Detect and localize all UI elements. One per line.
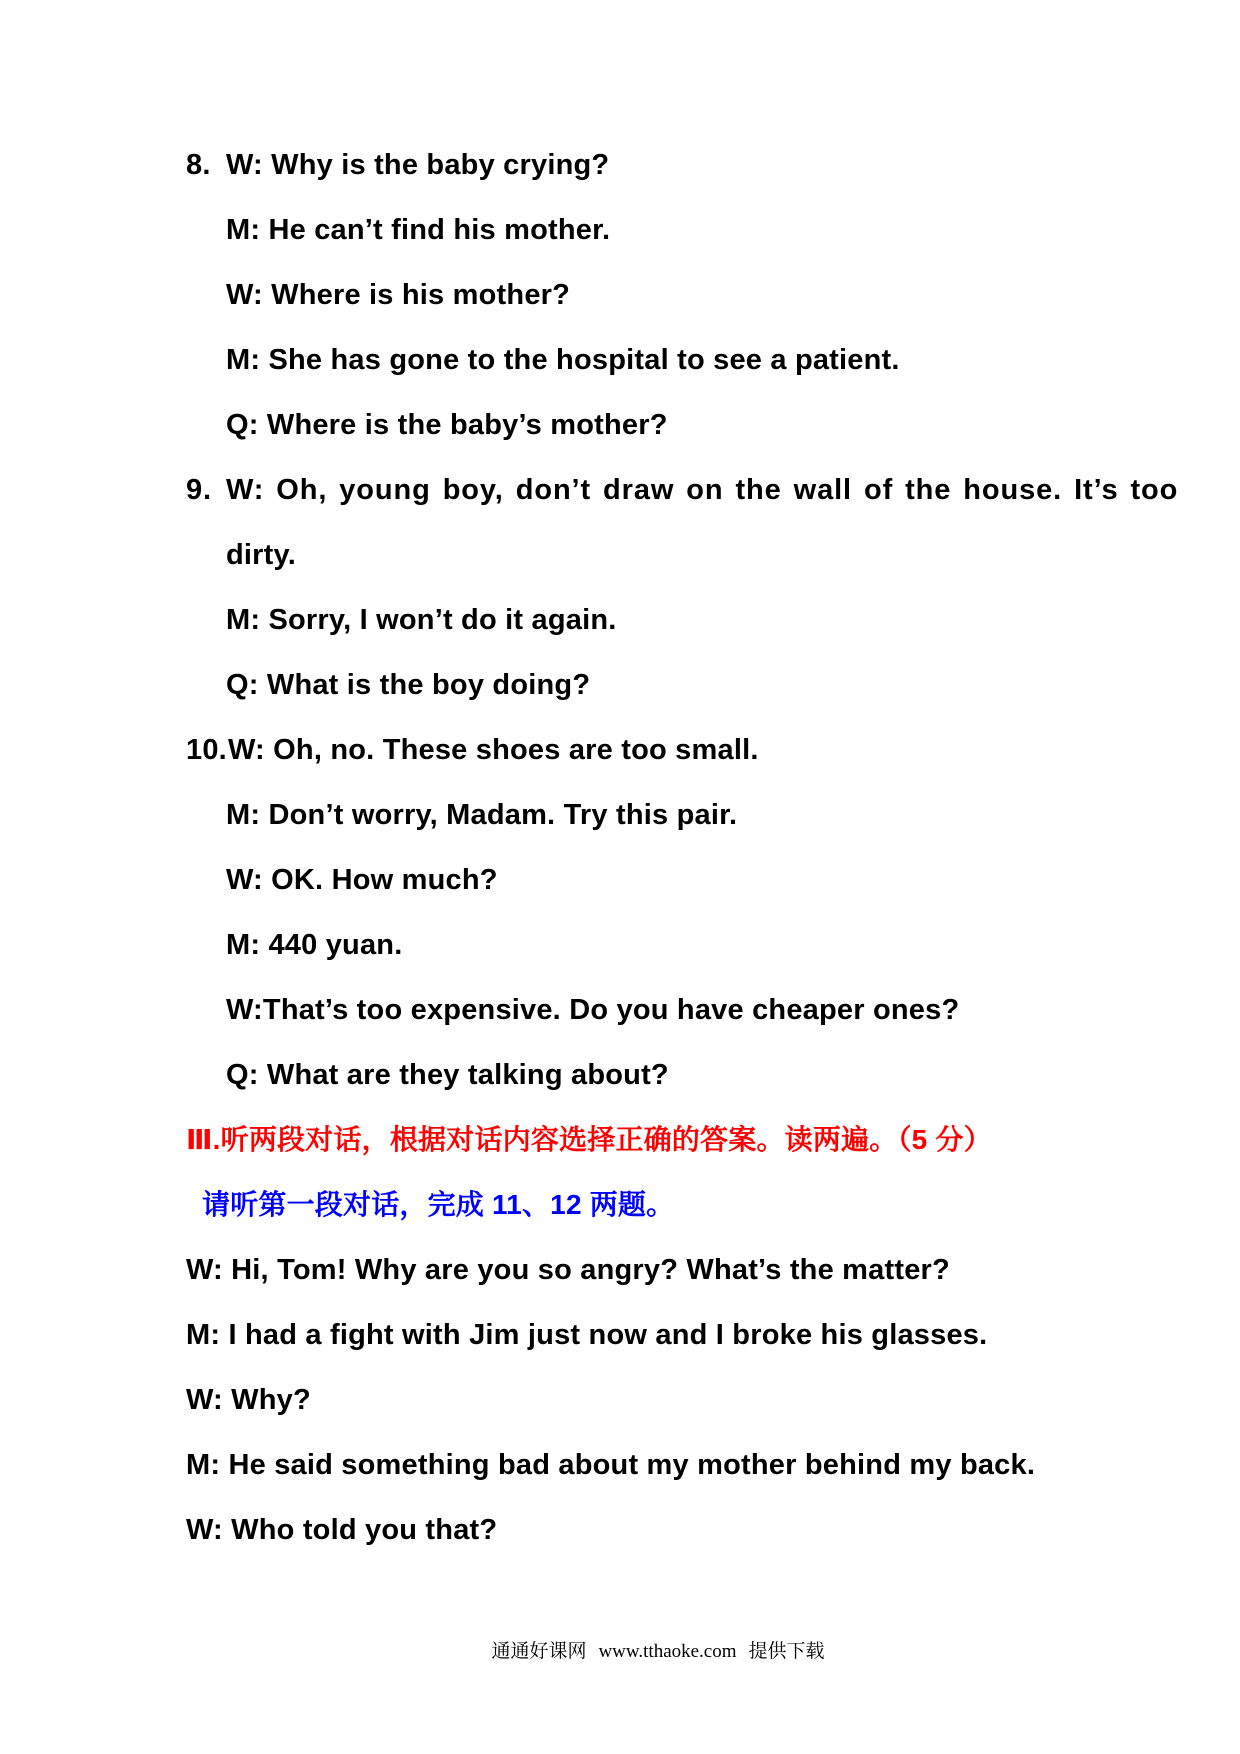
q10-line-3: W: OK. How much? bbox=[226, 864, 498, 896]
dialogue-line-5: W: Who told you that? bbox=[186, 1514, 498, 1546]
dialogue-line-4: M: He said something bad about my mother behind my back. bbox=[186, 1449, 1036, 1481]
q8-line-1 bbox=[186, 147, 609, 183]
q8-number: 8. bbox=[186, 149, 211, 181]
q10-text-1: W: Oh, no. These shoes are too small. bbox=[228, 734, 759, 766]
footer-suffix: 提供下载 bbox=[748, 1641, 825, 1662]
page-footer bbox=[0, 1636, 1240, 1663]
q10-number: 10. bbox=[186, 734, 227, 766]
q8-line-4: M: She has gone to the hospital to see a patient. bbox=[226, 344, 900, 376]
q8-line-3: W: Where is his mother? bbox=[226, 279, 571, 311]
q10-line-6: Q: What are they talking about? bbox=[226, 1059, 669, 1091]
q10-line-4: M: 440 yuan. bbox=[226, 929, 403, 961]
q9-line-4: Q: What is the boy doing? bbox=[226, 669, 591, 701]
q8-line-2: M: He can’t find his mother. bbox=[226, 214, 611, 246]
q8-line-5: Q: Where is the baby’s mother? bbox=[226, 409, 668, 441]
q10-line-1 bbox=[186, 732, 759, 768]
footer-site-name: 通通好课网 bbox=[491, 1641, 587, 1662]
dialogue-line-2: M: I had a fight with Jim just now and I broke his glasses. bbox=[186, 1319, 988, 1351]
q9-line-2: dirty. bbox=[226, 539, 296, 571]
section-3-instruction: 请听第一段对话，完成 11、12 两题。 bbox=[202, 1189, 675, 1220]
dialogue-line-3: W: Why? bbox=[186, 1384, 311, 1416]
q9-line-3: M: Sorry, I won’t do it again. bbox=[226, 604, 617, 636]
q9-line-1 bbox=[186, 472, 1178, 508]
q9-number: 9. bbox=[186, 474, 212, 506]
q9-text-1: W: Oh, young boy, don’t draw on the wall of the house. It’s too bbox=[226, 474, 1179, 506]
dialogue-line-1: W: Hi, Tom! Why are you so angry? What’s the matter? bbox=[186, 1254, 950, 1286]
q8-text-1: W: Why is the baby crying? bbox=[226, 149, 610, 181]
section-3-heading: Ⅲ.听两段对话，根据对话内容选择正确的答案。读两遍。（5 分） bbox=[186, 1124, 992, 1155]
footer-url[interactable]: www.tthaoke.com bbox=[598, 1641, 737, 1662]
q10-line-2: M: Don’t worry, Madam. Try this pair. bbox=[226, 799, 738, 831]
q10-line-5: W:That’s too expensive. Do you have cheaper ones? bbox=[226, 994, 960, 1026]
